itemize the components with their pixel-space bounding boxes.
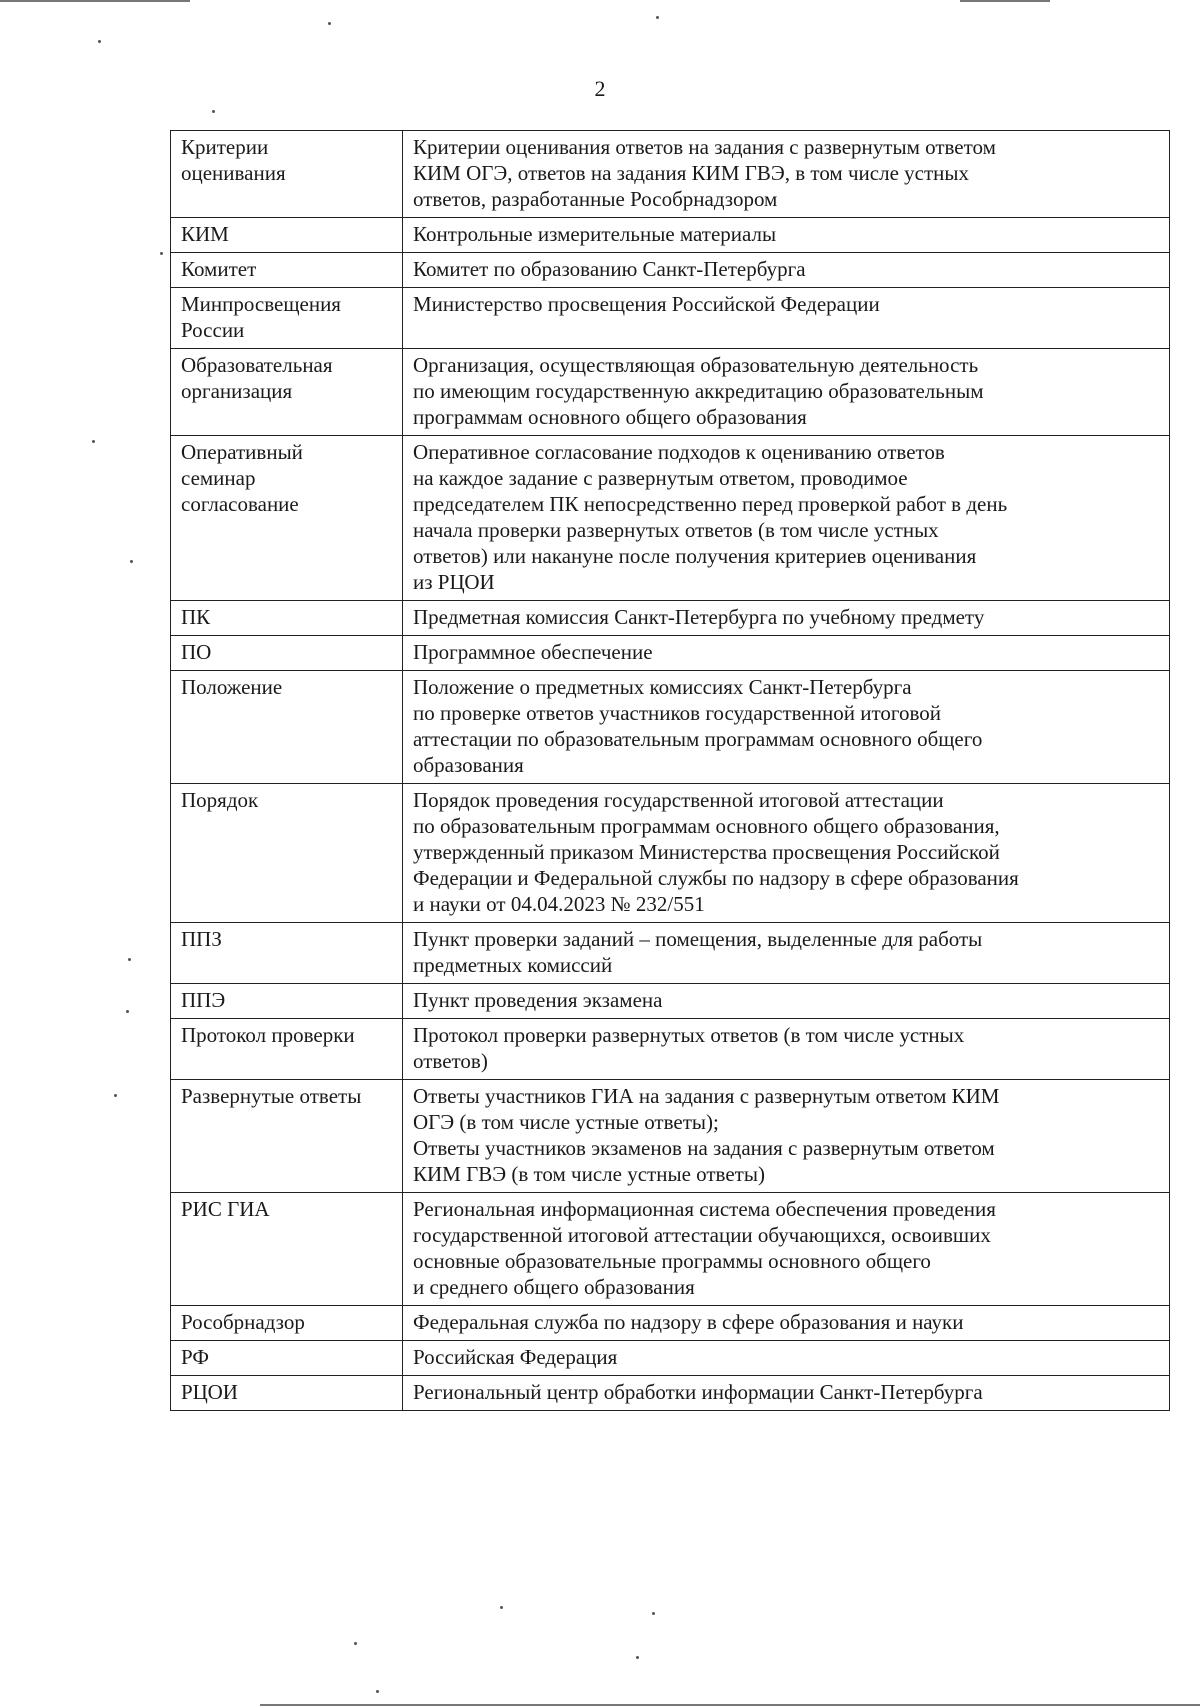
definition-cell: Федеральная служба по надзору в сфере образования и науки <box>403 1306 1170 1341</box>
scan-speck <box>128 958 131 961</box>
scan-speck <box>126 1010 129 1013</box>
scan-speck <box>114 1094 117 1097</box>
term-cell: Порядок <box>171 784 403 923</box>
scan-edge-mark <box>960 0 1050 2</box>
definition-cell: Организация, осуществляющая образовательную деятельность по имеющим государственную аккредитацию образовательным программам основного общего образования <box>403 349 1170 436</box>
term-cell: Минпросвещения России <box>171 288 403 349</box>
definition-cell: Региональный центр обработки информации Санкт-Петербурга <box>403 1376 1170 1411</box>
term-cell: ППЭ <box>171 984 403 1019</box>
table-row <box>171 349 1170 436</box>
table-row <box>171 1306 1170 1341</box>
definition-cell: Предметная комиссия Санкт-Петербурга по учебному предмету <box>403 601 1170 636</box>
term-cell: Критерии оценивания <box>171 131 403 218</box>
table-row <box>171 1341 1170 1376</box>
definition-cell: Программное обеспечение <box>403 636 1170 671</box>
table-row <box>171 288 1170 349</box>
abbreviations-table <box>170 130 1170 1411</box>
term-cell: Рособрнадзор <box>171 1306 403 1341</box>
definition-cell: Ответы участников ГИА на задания с развернутым ответом КИМ ОГЭ (в том числе устные ответы); Ответы участников экзаменов на задания с развернутым ответом КИМ ГВЭ (в том числе устные ответы) <box>403 1080 1170 1193</box>
table-row <box>171 253 1170 288</box>
term-cell: РЦОИ <box>171 1376 403 1411</box>
page-number: 2 <box>594 76 606 101</box>
table-row <box>171 1019 1170 1080</box>
term-cell: Комитет <box>171 253 403 288</box>
scan-speck <box>656 16 659 19</box>
scan-speck <box>328 22 331 25</box>
scan-edge-mark <box>260 1704 1200 1706</box>
term-cell: ППЗ <box>171 923 403 984</box>
scan-speck <box>92 440 95 443</box>
definition-cell: Российская Федерация <box>403 1341 1170 1376</box>
definition-cell: Порядок проведения государственной итоговой аттестации по образовательным программам основного общего образования, утвержденный приказом Министерства просвещения Российской Федерации и Федеральной службы по надзору в сфере образования и науки от 04.04.2023 № 232/551 <box>403 784 1170 923</box>
table-row <box>171 784 1170 923</box>
table-row <box>171 436 1170 601</box>
term-cell: Развернутые ответы <box>171 1080 403 1193</box>
definition-cell: Комитет по образованию Санкт-Петербурга <box>403 253 1170 288</box>
definition-cell: Оперативное согласование подходов к оцениванию ответов на каждое задание с развернутым ответом, проводимое председателем ПК непосредственно перед проверкой работ в день начала проверки развернутых ответов (в том числе устных ответов) или накануне после получения критериев оценивания из РЦОИ <box>403 436 1170 601</box>
term-cell: Оперативный семинар согласование <box>171 436 403 601</box>
table-row <box>171 923 1170 984</box>
table-row <box>171 131 1170 218</box>
term-cell: Образовательная организация <box>171 349 403 436</box>
scan-speck <box>652 1612 655 1615</box>
definition-cell: Пункт проверки заданий – помещения, выделенные для работы предметных комиссий <box>403 923 1170 984</box>
scan-speck <box>354 1642 357 1645</box>
term-cell: РФ <box>171 1341 403 1376</box>
table-row <box>171 218 1170 253</box>
abbreviations-table-body <box>171 131 1170 1411</box>
table-row <box>171 984 1170 1019</box>
scan-speck <box>130 560 133 563</box>
definition-cell: Министерство просвещения Российской Федерации <box>403 288 1170 349</box>
definition-cell: Пункт проведения экзамена <box>403 984 1170 1019</box>
table-row <box>171 671 1170 784</box>
table-row <box>171 1376 1170 1411</box>
scan-speck <box>500 1606 503 1609</box>
scan-edge-mark <box>0 0 190 2</box>
table-row <box>171 636 1170 671</box>
scan-speck <box>212 110 215 113</box>
definition-cell: Региональная информационная система обеспечения проведения государственной итоговой аттестации обучающихся, освоивших основные образовательные программы основного общего и среднего общего образования <box>403 1193 1170 1306</box>
definition-cell: Контрольные измерительные материалы <box>403 218 1170 253</box>
scan-speck <box>636 1656 639 1659</box>
table-row <box>171 1193 1170 1306</box>
definition-cell: Критерии оценивания ответов на задания с развернутым ответом КИМ ОГЭ, ответов на задания КИМ ГВЭ, в том числе устных ответов, разработанные Рособрнадзором <box>403 131 1170 218</box>
term-cell: Положение <box>171 671 403 784</box>
scan-speck <box>98 40 101 43</box>
scan-speck <box>376 1690 379 1693</box>
table-row <box>171 1080 1170 1193</box>
term-cell: РИС ГИА <box>171 1193 403 1306</box>
term-cell: Протокол проверки <box>171 1019 403 1080</box>
scan-speck <box>160 252 163 255</box>
term-cell: ПО <box>171 636 403 671</box>
definition-cell: Положение о предметных комиссиях Санкт-Петербурга по проверке ответов участников государственной итоговой аттестации по образовательным программам основного общего образования <box>403 671 1170 784</box>
term-cell: КИМ <box>171 218 403 253</box>
table-row <box>171 601 1170 636</box>
definition-cell: Протокол проверки развернутых ответов (в том числе устных ответов) <box>403 1019 1170 1080</box>
term-cell: ПК <box>171 601 403 636</box>
